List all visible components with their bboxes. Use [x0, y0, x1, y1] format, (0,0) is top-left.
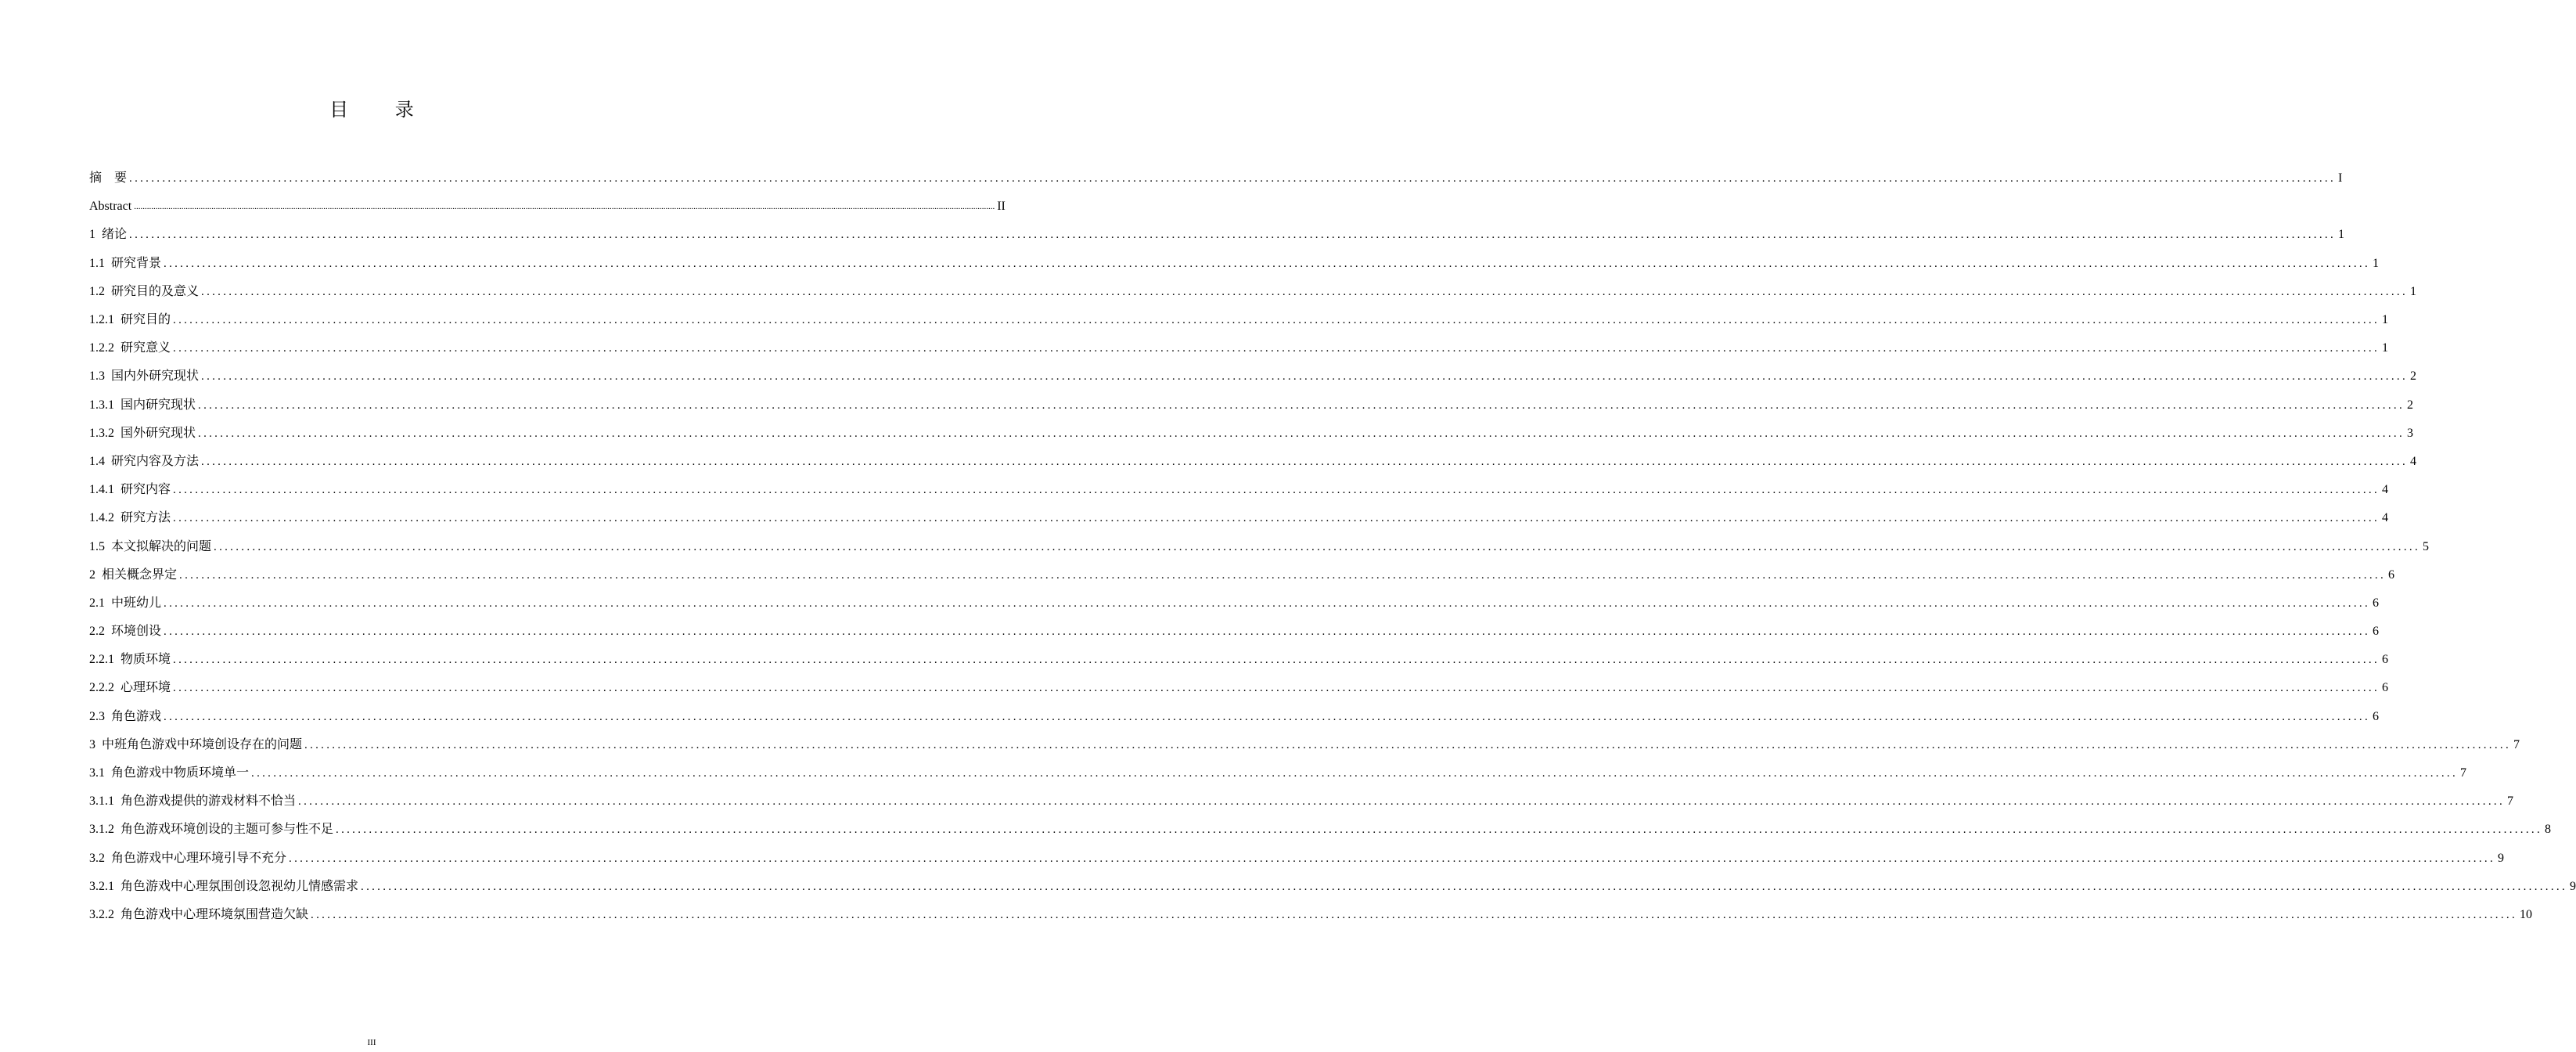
toc-entry-title: 国内外研究现状	[111, 369, 200, 384]
toc-entry-number: 1.1	[89, 256, 105, 270]
toc-dot-leader: ................................................................................................................................................................................................................................................................................................................................................................................................................	[173, 342, 2380, 355]
toc-entry[interactable]	[89, 362, 2417, 391]
toc-entry-number: 1.2	[89, 284, 105, 298]
toc-dot-leader: ................................................................................................................................................................................................................................................................................................................................................................................................................	[201, 285, 2409, 298]
page-number: III	[367, 1038, 376, 1047]
toc-entry[interactable]	[89, 476, 2389, 504]
toc-dot-leader: ................................................................................................................................................................................................................................................................................................................................................................................................................	[129, 172, 2337, 186]
toc-entry-label	[89, 398, 196, 413]
toc-entry-number: 2.2	[89, 625, 105, 639]
toc-entry[interactable]	[89, 448, 2417, 476]
page-title: 目 录	[329, 99, 434, 121]
toc-dot-leader: ................................................................................................................................................................................................................................................................................................................................................................................................................	[289, 852, 2496, 865]
toc-entry-label	[89, 426, 196, 441]
toc-entry[interactable]	[89, 420, 2414, 448]
toc-dot-leader: ................................................................................................................................................................................................................................................................................................................................................................................................................	[201, 370, 2409, 384]
toc-entry[interactable]	[89, 334, 2389, 362]
toc-entry-label	[89, 284, 199, 300]
toc-entry-number: 2.1	[89, 596, 105, 610]
toc-entry-title: 中班角色游戏中环境创设存在的问题	[102, 737, 303, 751]
table-of-contents	[89, 164, 2576, 929]
toc-entry-title: 摘 要	[89, 171, 128, 186]
toc-entry[interactable]	[89, 759, 2467, 787]
toc-entry-number: 1.2.2	[89, 341, 114, 355]
toc-dot-leader: ................................................................................................................................................................................................................................................................................................................................................................................................................	[336, 823, 2543, 837]
toc-entry-page: 1	[2373, 256, 2380, 270]
toc-entry-page: 2	[2407, 398, 2414, 412]
toc-entry-number: 3	[89, 737, 95, 751]
toc-entry-title: 角色游戏中心理氛围创设忽视幼儿情感需求	[121, 879, 359, 893]
toc-entry[interactable]	[89, 193, 1006, 221]
toc-dot-leader: ................................................................................................................................................................................................................................................................................................................................................................................................................	[214, 540, 2421, 553]
toc-entry-label	[89, 879, 358, 895]
toc-entry-page: 6	[2373, 596, 2380, 610]
toc-entry-title: 研究方法	[121, 511, 171, 525]
toc-entry-number: 2.3	[89, 709, 105, 723]
toc-dot-leader: ................................................................................................................................................................................................................................................................................................................................................................................................................	[173, 512, 2380, 525]
toc-entry-number: 3.1	[89, 766, 105, 780]
toc-entry-page: 8	[2545, 823, 2552, 837]
toc-entry-label	[89, 709, 161, 725]
toc-entry-page: 2	[2410, 369, 2417, 384]
toc-entry-page: 1	[2382, 341, 2389, 355]
toc-entry-title: 环境创设	[111, 625, 162, 639]
toc-entry-label	[89, 822, 333, 838]
toc-dot-leader: ................................................................................................................................................................................................................................................................................................................................................................................................................	[198, 427, 2405, 440]
toc-dot-leader: ................................................................................................................................................................................................................................................................................................................................................................................................................	[164, 596, 2371, 610]
toc-entry-page: 4	[2382, 483, 2389, 497]
toc-entry-page: 1	[2338, 228, 2345, 242]
toc-entry-label	[89, 340, 171, 356]
toc-entry-label	[89, 199, 131, 214]
toc-entry[interactable]	[89, 674, 2389, 702]
toc-entry-number: 3.2	[89, 851, 105, 865]
toc-entry-number: 1.2.1	[89, 313, 114, 327]
toc-entry-page: 4	[2382, 511, 2389, 525]
toc-entry-label	[89, 680, 171, 696]
toc-entry[interactable]	[89, 250, 2380, 278]
toc-entry-page: 4	[2410, 454, 2417, 468]
toc-entry-label	[89, 652, 171, 668]
toc-entry-page: 1	[2382, 313, 2389, 327]
toc-entry-page: 6	[2382, 653, 2389, 667]
toc-entry-title: 研究目的及意义	[111, 284, 200, 298]
toc-entry[interactable]	[89, 306, 2389, 334]
toc-entry-number: 2	[89, 567, 95, 582]
toc-entry[interactable]	[89, 221, 2345, 249]
toc-entry-page: 9	[2570, 879, 2576, 893]
toc-entry-label	[89, 369, 199, 384]
toc-dot-leader: ................................................................................................................................................................................................................................................................................................................................................................................................................	[304, 738, 2512, 751]
toc-entry-title: 心理环境	[121, 681, 171, 695]
toc-entry-label	[89, 227, 127, 243]
toc-entry-page: 7	[2460, 766, 2467, 780]
toc-entry-title: 本文拟解决的问题	[111, 539, 212, 553]
toc-entry-number: 3.2.2	[89, 907, 114, 921]
toc-entry-page: I	[2338, 171, 2343, 186]
toc-entry[interactable]	[89, 391, 2414, 420]
toc-entry[interactable]	[89, 589, 2380, 618]
toc-entry[interactable]	[89, 845, 2505, 873]
toc-dot-leader: ................................................................................................................................................................................................................................................................................................................................................................................................................	[361, 880, 2568, 893]
toc-entry[interactable]	[89, 164, 2343, 193]
toc-entry-label	[89, 794, 296, 809]
toc-entry[interactable]	[89, 646, 2389, 674]
toc-entry-label	[89, 624, 161, 639]
toc-entry[interactable]	[89, 703, 2380, 731]
toc-entry-number: 2.2.2	[89, 681, 114, 695]
toc-entry[interactable]	[89, 278, 2417, 306]
toc-dot-leader: ................................................................................................................................................................................................................................................................................................................................................................................................................	[173, 654, 2380, 667]
toc-entry[interactable]	[89, 532, 2430, 560]
toc-entry-page: 5	[2423, 539, 2430, 553]
toc-dot-leader: ................................................................................................................................................................................................................................................................................................................................................................................................................	[129, 229, 2337, 242]
toc-entry-number: 3.2.1	[89, 879, 114, 893]
toc-entry-page: 7	[2507, 794, 2514, 809]
toc-entry-label	[89, 539, 211, 555]
toc-entry[interactable]	[89, 901, 2533, 929]
toc-entry-title: 国外研究现状	[121, 426, 196, 440]
toc-entry-number: 3.1.2	[89, 823, 114, 837]
toc-entry-label	[89, 851, 286, 866]
toc-entry[interactable]	[89, 504, 2389, 532]
toc-dot-leader: ................................................................................................................................................................................................................................................................................................................................................................................................................	[134, 202, 995, 212]
toc-entry-title: 研究内容及方法	[111, 454, 200, 468]
toc-dot-leader: ................................................................................................................................................................................................................................................................................................................................................................................................................	[164, 710, 2371, 723]
toc-dot-leader: ................................................................................................................................................................................................................................................................................................................................................................................................................	[173, 484, 2380, 497]
toc-entry-label	[89, 256, 161, 272]
toc-entry-title: 国内研究现状	[121, 398, 196, 412]
toc-entry[interactable]	[89, 787, 2514, 816]
toc-entry-page: II	[997, 200, 1006, 214]
toc-entry-title: 研究背景	[111, 256, 162, 270]
toc-entry-title: 角色游戏提供的游戏材料不恰当	[121, 794, 297, 809]
toc-dot-leader: ................................................................................................................................................................................................................................................................................................................................................................................................................	[164, 625, 2371, 639]
toc-entry-title: 研究内容	[121, 483, 171, 497]
toc-entry-page: 7	[2513, 737, 2520, 751]
toc-entry-title: 角色游戏中心理环境氛围营造欠缺	[121, 907, 309, 921]
toc-dot-leader: ................................................................................................................................................................................................................................................................................................................................................................................................................	[311, 908, 2518, 921]
toc-entry-label	[89, 312, 171, 328]
toc-entry-title: 绪论	[102, 228, 128, 242]
toc-dot-leader: ................................................................................................................................................................................................................................................................................................................................................................................................................	[179, 568, 2387, 582]
toc-entry-page: 6	[2382, 681, 2389, 695]
toc-dot-leader: ................................................................................................................................................................................................................................................................................................................................................................................................................	[173, 314, 2380, 327]
toc-entry-title: 物质环境	[121, 653, 171, 667]
toc-entry[interactable]	[89, 561, 2395, 589]
toc-entry-page: 6	[2373, 709, 2380, 723]
toc-entry-number: 1.3.1	[89, 398, 114, 412]
toc-entry-number: 1	[89, 228, 95, 242]
toc-entry-page: 10	[2520, 907, 2533, 921]
toc-entry-number: 1.5	[89, 539, 105, 553]
toc-entry-label	[89, 907, 308, 923]
toc-dot-leader: ................................................................................................................................................................................................................................................................................................................................................................................................................	[201, 455, 2409, 468]
toc-entry-page: 6	[2373, 625, 2380, 639]
toc-entry-title: 角色游戏中心理环境引导不充分	[111, 851, 287, 865]
toc-entry-label	[89, 171, 127, 186]
toc-entry-number: 1.4.1	[89, 483, 114, 497]
toc-entry-number: 2.2.1	[89, 653, 114, 667]
toc-entry-title: Abstract	[89, 200, 132, 214]
toc-entry-label	[89, 596, 161, 611]
toc-entry[interactable]	[89, 731, 2520, 759]
toc-entry-title: 相关概念界定	[102, 567, 178, 582]
toc-entry-number: 1.3	[89, 369, 105, 384]
toc-entry-title: 角色游戏	[111, 709, 162, 723]
toc-entry-number: 3.1.1	[89, 794, 114, 809]
toc-entry-label	[89, 567, 177, 583]
toc-entry-title: 研究目的	[121, 313, 171, 327]
toc-entry-page: 6	[2388, 567, 2395, 582]
toc-entry-label	[89, 482, 171, 498]
toc-entry-title: 角色游戏环境创设的主题可参与性不足	[121, 823, 334, 837]
toc-entry-number: 1.4.2	[89, 511, 114, 525]
toc-entry-number: 1.3.2	[89, 426, 114, 440]
toc-entry-page: 1	[2410, 284, 2417, 298]
toc-dot-leader: ................................................................................................................................................................................................................................................................................................................................................................................................................	[198, 398, 2405, 412]
toc-entry-title: 中班幼儿	[111, 596, 162, 610]
toc-entry-label	[89, 510, 171, 526]
toc-entry-title: 角色游戏中物质环境单一	[111, 766, 250, 780]
toc-dot-leader: ................................................................................................................................................................................................................................................................................................................................................................................................................	[298, 795, 2506, 809]
toc-entry-number: 1.4	[89, 454, 105, 468]
toc-entry-label	[89, 454, 199, 470]
toc-entry[interactable]	[89, 816, 2552, 844]
toc-entry-label	[89, 737, 302, 753]
toc-dot-leader: ................................................................................................................................................................................................................................................................................................................................................................................................................	[164, 257, 2371, 270]
toc-entry-label	[89, 766, 249, 781]
toc-entry-page: 9	[2498, 851, 2505, 865]
toc-entry[interactable]	[89, 618, 2380, 646]
toc-entry[interactable]	[89, 873, 2576, 901]
toc-entry-page: 3	[2407, 426, 2414, 440]
toc-entry-title: 研究意义	[121, 341, 171, 355]
toc-dot-leader: ................................................................................................................................................................................................................................................................................................................................................................................................................	[173, 682, 2380, 695]
toc-dot-leader: ................................................................................................................................................................................................................................................................................................................................................................................................................	[251, 767, 2459, 780]
